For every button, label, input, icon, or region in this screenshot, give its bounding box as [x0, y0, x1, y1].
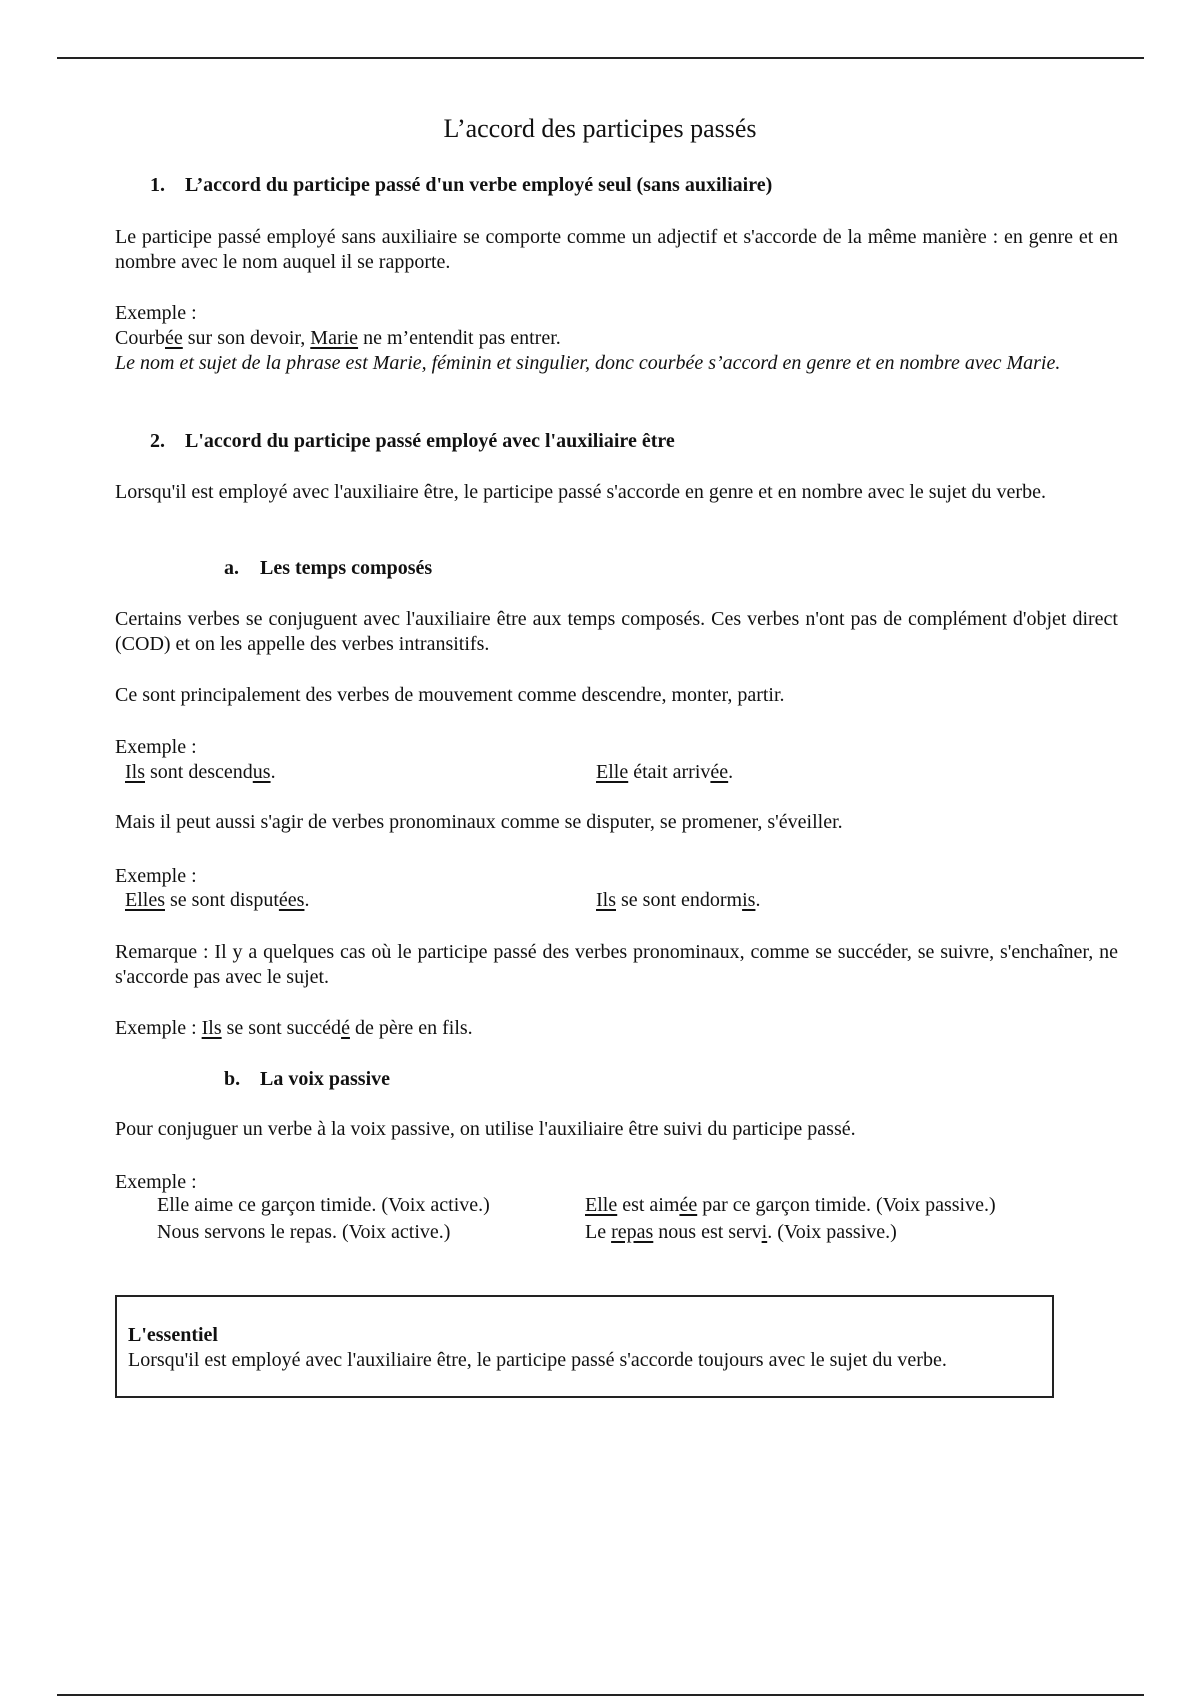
text-run: est aim — [617, 1194, 680, 1216]
text-run: Le — [585, 1221, 612, 1243]
underlined-subject: Ils — [201, 1017, 222, 1039]
subsection-title: La voix passive — [260, 1068, 391, 1090]
example-label: Exemple : — [115, 1171, 197, 1193]
underlined-subject: Elles — [125, 889, 165, 911]
example-sentence — [115, 1016, 473, 1041]
underlined-ending: é — [341, 1017, 350, 1039]
text-run: était arriv — [628, 761, 711, 783]
subsection-letter: a. — [224, 557, 239, 579]
summary-title: L'essentiel — [128, 1324, 218, 1346]
bottom-rule — [57, 1694, 1144, 1696]
subsection-b-heading — [224, 1068, 390, 1091]
text-run: Courb — [115, 327, 165, 349]
passive-voice-example — [585, 1193, 996, 1218]
example-label: Exemple : — [115, 865, 197, 887]
underlined-ending: is — [742, 889, 756, 911]
underlined-ending: ée — [679, 1194, 698, 1216]
section-number: 1. — [150, 174, 165, 196]
section-number: 2. — [150, 430, 165, 452]
underlined-subject: Ils — [596, 889, 616, 911]
subsection-letter: b. — [224, 1068, 241, 1090]
example-label: Exemple : — [115, 736, 197, 758]
example-note: Le nom et sujet de la phrase est Marie, féminin et singulier, donc courbée s’accord en genre et en nombre avec Marie. — [115, 352, 1061, 374]
example-label: Exemple : — [115, 302, 197, 324]
text-run: de père en fils. — [349, 1017, 473, 1039]
underlined-subject: Marie — [310, 327, 359, 349]
example-sentence-left — [125, 760, 276, 785]
subsection-a-paragraph-2: Ce sont principalement des verbes de mouvement comme descendre, monter, partir. — [115, 684, 785, 706]
example-sentence-right — [596, 888, 760, 913]
text-run: ne m’entendit pas entrer. — [358, 327, 561, 349]
underlined-subject: Elle — [596, 761, 629, 783]
section-title: L’accord du participe passé d'un verbe employé seul (sans auxiliaire) — [185, 174, 773, 196]
section-2-heading — [150, 430, 675, 453]
subsection-b-paragraph: Pour conjuguer un verbe à la voix passive, on utilise l'auxiliaire être suivi du participe passé. — [115, 1118, 856, 1140]
text-run: . — [270, 761, 276, 783]
passive-voice-example — [585, 1220, 897, 1245]
example-sentence-right — [596, 760, 733, 785]
text-run: par ce garçon timide. (Voix passive.) — [697, 1194, 996, 1216]
subsection-a-paragraph-3: Mais il peut aussi s'agir de verbes pronominaux comme se disputer, se promener, s'éveiller. — [115, 811, 843, 833]
text-run: . — [755, 889, 761, 911]
top-rule — [57, 57, 1144, 59]
text-run: sont descend — [145, 761, 253, 783]
summary-text: Lorsqu'il est employé avec l'auxiliaire être, le participe passé s'accorde toujours avec le sujet du verbe. — [128, 1349, 947, 1371]
example-sentence — [115, 326, 561, 351]
text-run: Exemple : — [115, 1017, 202, 1039]
underlined-subject: repas — [611, 1221, 654, 1243]
subsection-title: Les temps composés — [260, 557, 433, 579]
section-1-heading — [150, 174, 772, 197]
text-run: nous est serv — [653, 1221, 762, 1243]
underlined-ending: ée — [710, 761, 729, 783]
section-2-paragraph: Lorsqu'il est employé avec l'auxiliaire être, le participe passé s'accorde en genre et en nombre avec le sujet du verbe. — [115, 481, 1046, 503]
text-run: se sont succéd — [221, 1017, 342, 1039]
text-run: . (Voix passive.) — [767, 1221, 897, 1243]
active-voice-example: Nous servons le repas. (Voix active.) — [157, 1221, 451, 1243]
text-run: sur son devoir, — [182, 327, 311, 349]
underlined-ending: ées — [278, 889, 305, 911]
text-run: . — [304, 889, 310, 911]
underlined-ending: ée — [165, 327, 183, 349]
remark-paragraph: Remarque : Il y a quelques cas où le participe passé des verbes pronominaux, comme se succéder, se suivre, s'enchaîner, ne s'accorde pas avec le sujet. — [115, 941, 1118, 988]
subsection-a-heading — [224, 557, 432, 580]
underlined-ending: i — [761, 1221, 768, 1243]
page-title: L’accord des participes passés — [443, 114, 757, 143]
subsection-a-paragraph-1: Certains verbes se conjuguent avec l'auxiliaire être aux temps composés. Ces verbes n'ont pas de complément d'objet direct (COD) et on les appelle des verbes intransitifs. — [115, 608, 1118, 655]
example-sentence-left — [125, 888, 309, 913]
section-title: L'accord du participe passé employé avec l'auxiliaire être — [185, 430, 675, 452]
section-1-paragraph: Le participe passé employé sans auxiliaire se comporte comme un adjectif et s'accorde de la même manière : en genre et en nombre avec le nom auquel il se rapporte. — [115, 226, 1118, 273]
text-run: . — [728, 761, 734, 783]
underlined-subject: Ils — [125, 761, 145, 783]
underlined-subject: Elle — [585, 1194, 618, 1216]
text-run: se sont endorm — [616, 889, 743, 911]
underlined-ending: us — [252, 761, 271, 783]
active-voice-example: Elle aime ce garçon timide. (Voix active.) — [157, 1194, 490, 1216]
text-run: se sont disput — [165, 889, 279, 911]
summary-box — [115, 1295, 1054, 1398]
